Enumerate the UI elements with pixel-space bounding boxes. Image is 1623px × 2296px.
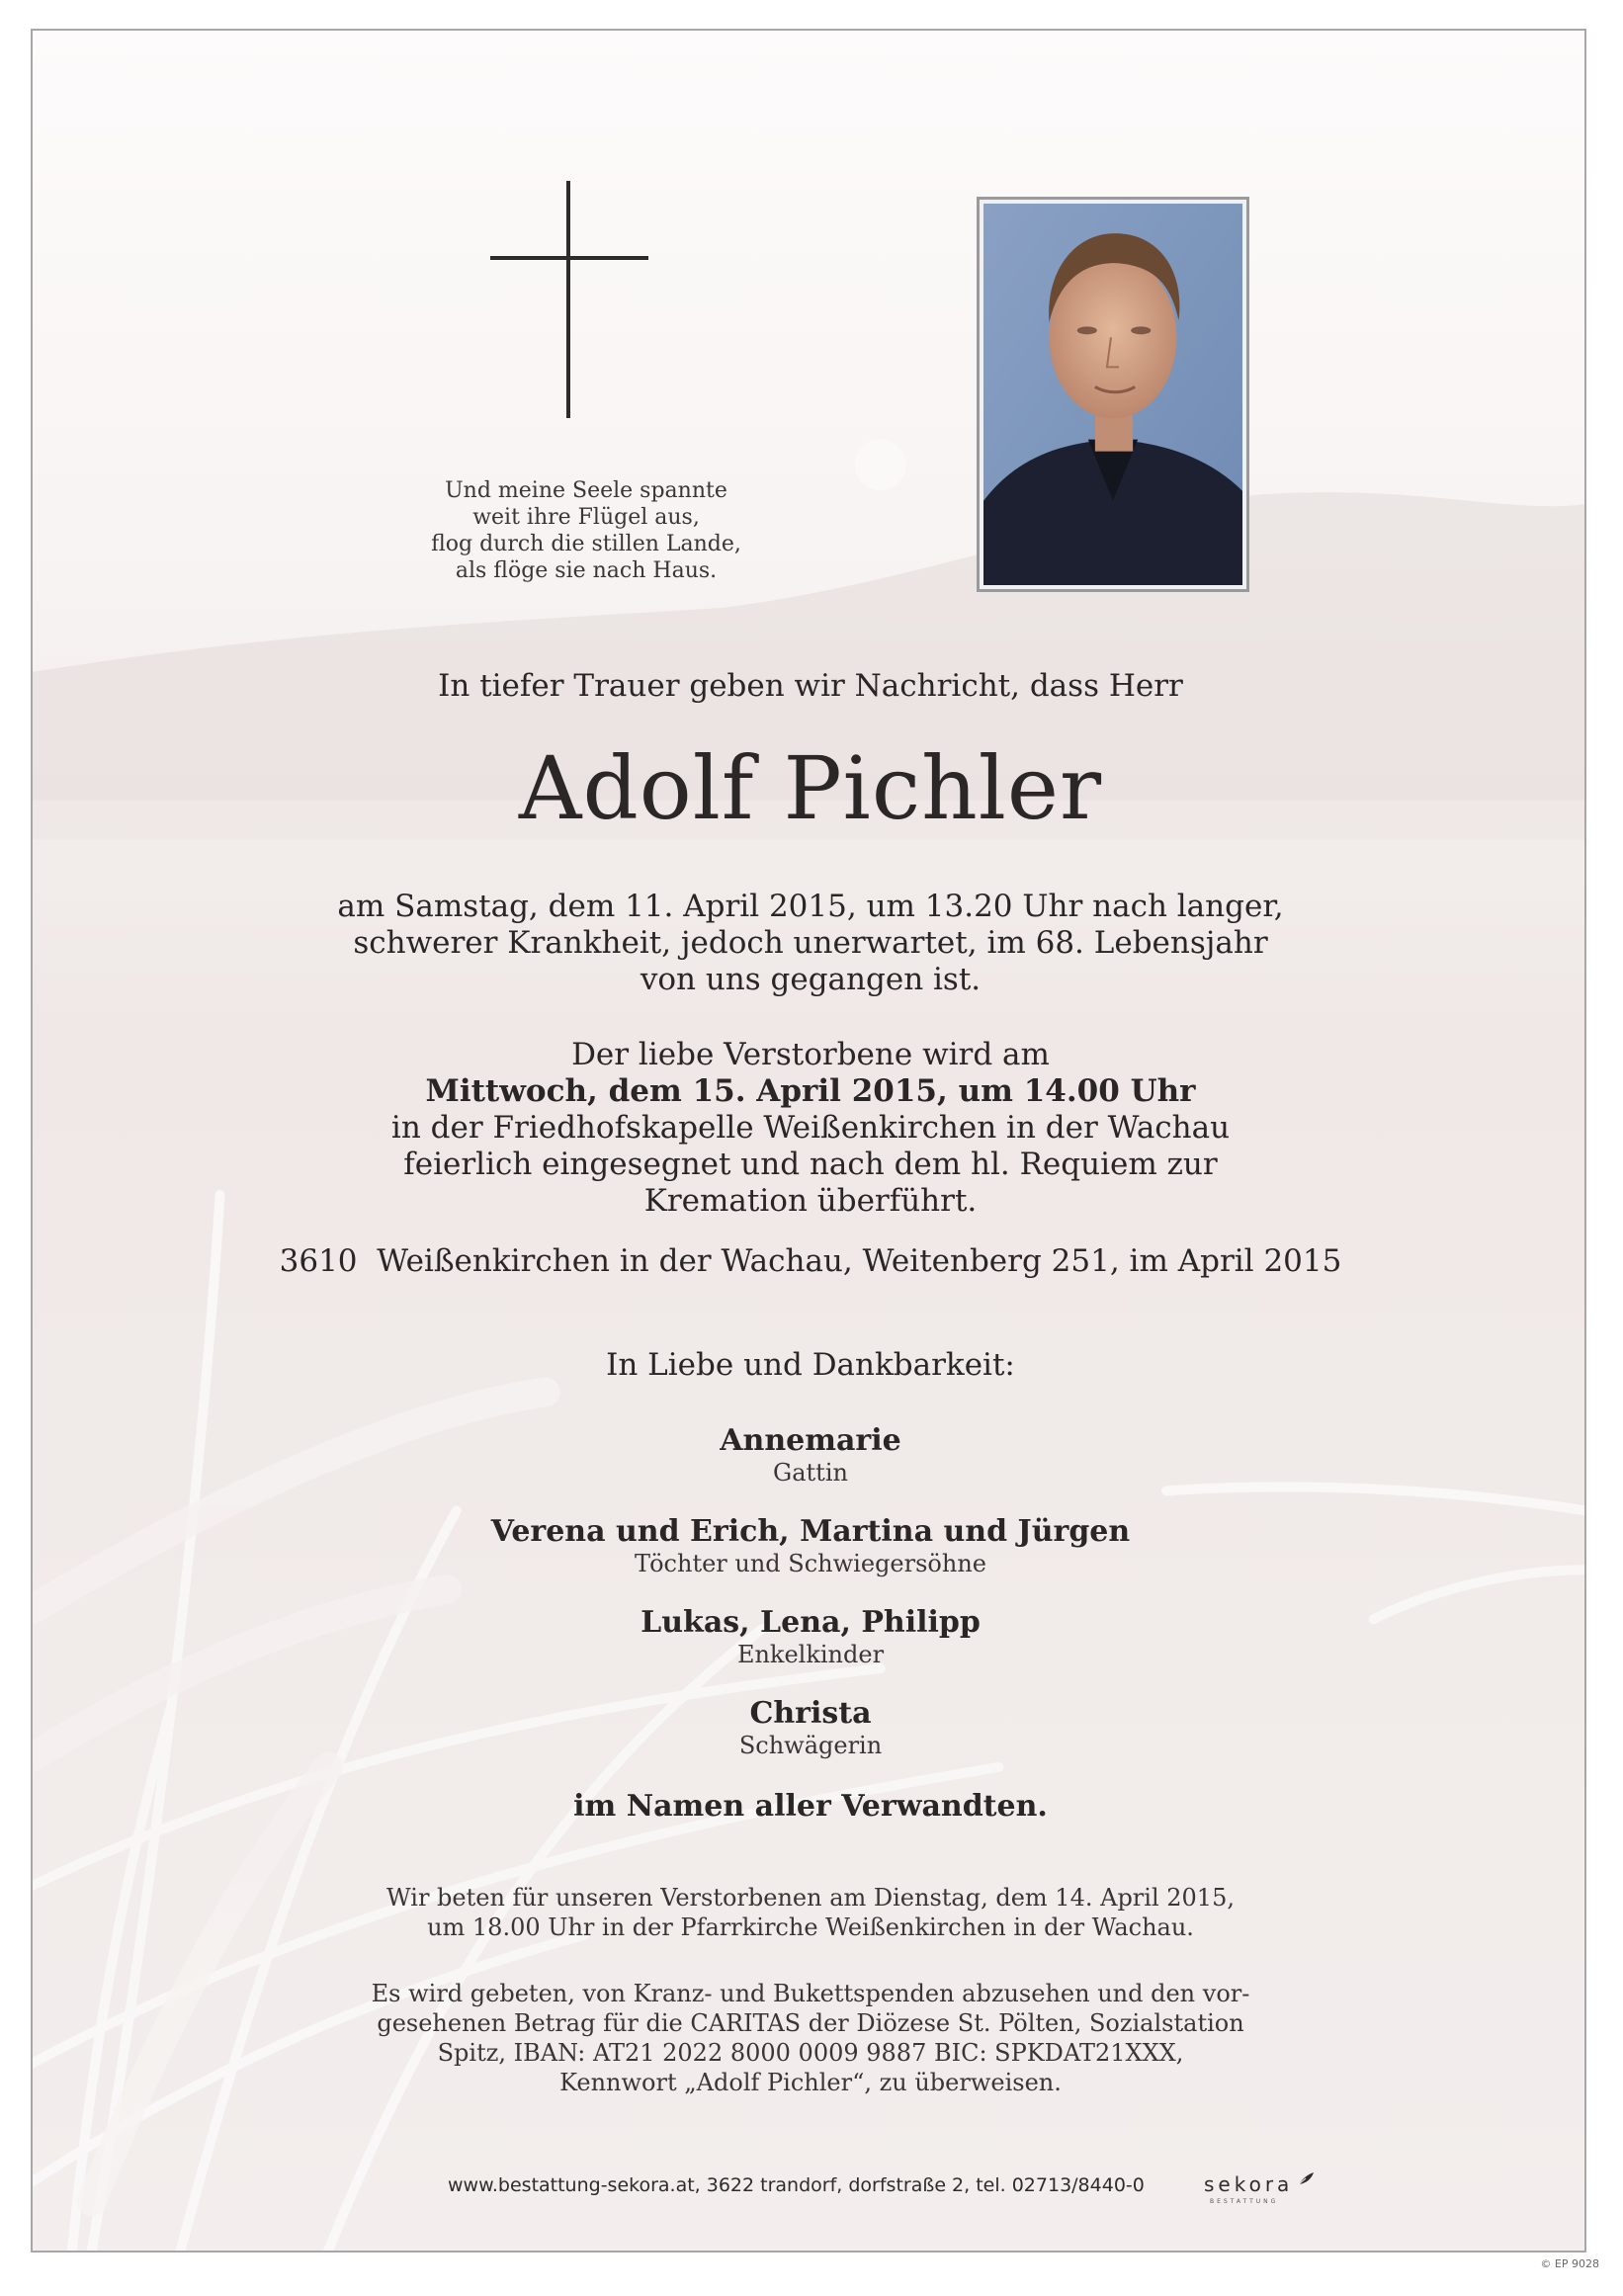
leaf-icon [1297, 2170, 1315, 2188]
prayer-notice [33, 1883, 1586, 1942]
death-notice-line: am Samstag, dem 11. April 2015, um 13.20 Uhr nach langer, [337, 889, 1284, 924]
mourner-name: Christa [749, 1696, 872, 1731]
ceremony-notice [33, 1037, 1586, 1220]
closing-line: im Namen aller Verwandten. [573, 1789, 1048, 1824]
ceremony-line: Kremation überführt. [643, 1183, 978, 1219]
mourner-entry [33, 1515, 1586, 1578]
portrait-illustration [983, 204, 1242, 585]
death-notice-line: von uns gegangen ist. [640, 962, 982, 997]
mourner-name: Lukas, Lena, Philipp [641, 1605, 981, 1640]
obituary-card [31, 29, 1586, 2253]
poem-line: Und meine Seele spannte [445, 478, 727, 503]
logo-text: sekora [1204, 2172, 1294, 2196]
donation-line: Spitz, IBAN: AT21 2022 8000 0009 9887 BIC: SPKDAT21XXX, [437, 2039, 1184, 2067]
donation-notice [33, 1979, 1586, 2097]
portrait-photo [977, 197, 1249, 592]
mourner-entry [33, 1697, 1586, 1760]
death-notice-line: schwerer Krankheit, jedoch unerwartet, im 68. Lebensjahr [353, 925, 1268, 961]
ceremony-date: Mittwoch, dem 15. April 2015, um 14.00 Uhr [425, 1073, 1196, 1109]
mourner-role: Gattin [773, 1459, 848, 1487]
mourner-role: Schwägerin [738, 1732, 883, 1759]
prayer-line: um 18.00 Uhr in der Pfarrkirche Weißenkirchen in der Wachau. [427, 1913, 1194, 1941]
mourner-role: Töchter und Schwiegersöhne [635, 1550, 986, 1577]
mourner-name: Annemarie [720, 1423, 901, 1458]
ceremony-line: feierlich eingesegnet und nach dem hl. Requiem zur [403, 1147, 1218, 1182]
print-code: © EP 9028 [1540, 2257, 1599, 2270]
mourner-role: Enkelkinder [736, 1641, 885, 1668]
death-notice [33, 889, 1586, 998]
ceremony-line: Der liebe Verstorbene wird am [571, 1037, 1050, 1072]
footer-contact: www.bestattung-sekora.at, 3622 trandorf, dorfstraße 2, tel. 02713/8440-0 [448, 2174, 1145, 2196]
mourner-entry [33, 1606, 1586, 1669]
love-line: In Liebe und Dankbarkeit: [606, 1347, 1015, 1383]
poem [388, 477, 784, 584]
logo-subtext: BESTATTUNG [1210, 2198, 1279, 2205]
location-text: 3610 Weißenkirchen in der Wachau, Weitenberg 251, im April 2015 [279, 1243, 1342, 1279]
ceremony-line: in der Friedhofskapelle Weißenkirchen in der Wachau [390, 1110, 1231, 1146]
cross-icon [490, 181, 648, 418]
poem-line: weit ihre Flügel aus, [472, 505, 700, 530]
location-line [33, 1243, 1586, 1280]
mourner-name: Verena und Erich, Martina und Jürgen [490, 1514, 1131, 1549]
donation-line: gesehenen Betrag für die CARITAS der Diözese St. Pölten, Sozialstation [377, 2009, 1244, 2037]
poem-line: als flöge sie nach Haus. [455, 558, 718, 583]
poem-line: flog durch die stillen Lande, [431, 532, 741, 556]
deceased-name: Adolf Pichler [518, 737, 1103, 839]
mourner-entry [33, 1424, 1586, 1488]
donation-line: Kennwort „Adolf Pichler“, zu überweisen. [559, 2069, 1062, 2096]
intro-line: In tiefer Trauer geben wir Nachricht, dass Herr [438, 668, 1183, 704]
prayer-line: Wir beten für unseren Verstorbenen am Dienstag, dem 14. April 2015, [386, 1884, 1235, 1912]
donation-line: Es wird gebeten, von Kranz- und Bukettspenden abzusehen und den vor- [371, 1980, 1250, 2007]
sekora-logo [1204, 2168, 1313, 2208]
